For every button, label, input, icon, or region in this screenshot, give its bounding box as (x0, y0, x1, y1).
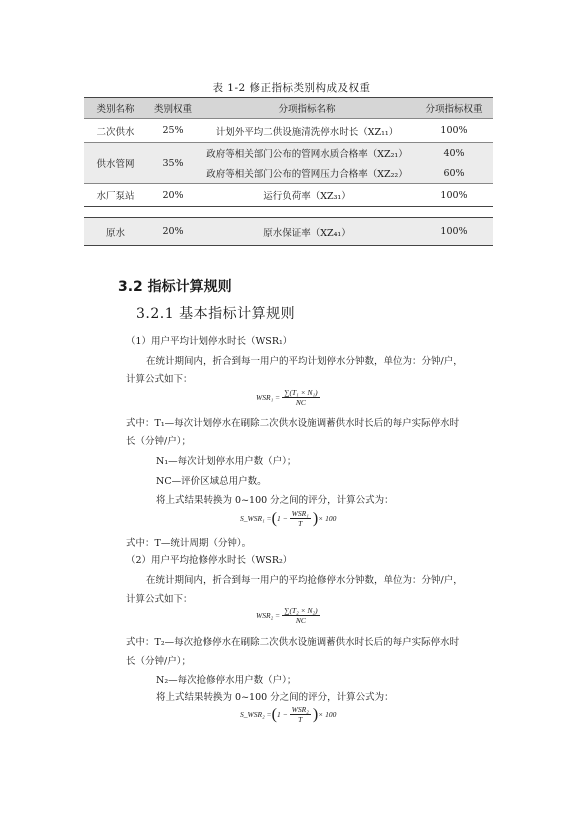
header-category-weight: 类别权重 (147, 98, 199, 119)
paren-close: ) (312, 509, 319, 527)
cell-category-weight: 35% (147, 143, 199, 184)
score-fraction (290, 509, 311, 528)
formula-lhs: WSR₂ = (256, 611, 281, 620)
table-header-row (84, 98, 493, 119)
cell-item-weight: 100% (415, 184, 493, 207)
item2-convert: 将上式结果转换为 0~100 分之间的评分，计算公式为： (156, 692, 394, 703)
item1-formula (256, 388, 322, 407)
item1-def-cont: 长（分钟/户）； (126, 436, 191, 447)
score-denominator: T (298, 519, 303, 528)
header-item-weight: 分项指标权重 (415, 98, 493, 119)
cell-item-weight: 40% (415, 143, 493, 164)
section-title: 3.2 指标计算规则 (118, 279, 232, 295)
item1-heading: （1）用户平均计划停水时长（WSR₁） (126, 336, 293, 347)
item1-def: 式中：T—统计周期（分钟）。 (126, 538, 252, 549)
cell-item: 政府等相关部门公布的管网水质合格率（XZ₂₁） (199, 143, 415, 164)
cell-category: 水厂泵站 (84, 184, 147, 207)
table-row (84, 218, 493, 246)
cell-item: 原水保证率（XZ₄₁） (199, 218, 415, 246)
cell-item: 政府等相关部门公布的管网压力合格率（XZ₂₂） (199, 163, 415, 184)
cell-item: 运行负荷率（XZ₃₁） (199, 184, 415, 207)
score-fraction (290, 705, 311, 724)
item1-para: 在统计期间内，折合到每一用户的平均计划停水分钟数，单位为：分钟/户， (146, 356, 463, 367)
item1-para-cont: 计算公式如下： (126, 374, 193, 385)
subsection-title: 3.2.1 基本指标计算规则 (136, 306, 296, 322)
cell-item-weight: 100% (415, 218, 493, 246)
score-one: 1 − (276, 710, 288, 719)
table-row (84, 143, 493, 164)
item2-para: 在统计期间内，折合到每一用户的平均抢修停水分钟数，单位为：分钟/户， (146, 575, 463, 586)
score-tail: × 100 (318, 710, 337, 719)
item2-score-formula (240, 705, 336, 724)
item2-heading: （2）用户平均抢修停水时长（WSR₂） (126, 555, 293, 566)
cell-category-weight: 20% (147, 218, 199, 246)
paren-open: ( (271, 705, 277, 723)
paren-close: ) (312, 705, 319, 723)
table-row (84, 119, 493, 143)
weight-table (84, 97, 493, 246)
formula-lhs: WSR₁ = (256, 393, 281, 402)
cell-category: 二次供水 (84, 119, 147, 143)
paren-open: ( (271, 509, 277, 527)
item2-def: N₂—每次抢修停水用户数（户）； (156, 675, 297, 686)
table-caption: 表 1-2 修正指标类别构成及权重 (212, 82, 371, 94)
table-row (84, 184, 493, 207)
cell-category: 供水管网 (84, 143, 147, 184)
score-lhs: S_WSR₁ = (240, 514, 272, 523)
formula-denominator: NC (295, 616, 306, 625)
score-lhs: S_WSR₂ = (240, 710, 272, 719)
score-denominator: T (298, 715, 303, 724)
item2-def-cont: 长（分钟/户）； (126, 656, 191, 667)
formula-numerator: ∑(T₁ × N₁) (284, 388, 318, 397)
item1-def: 式中：T₁—每次计划停水在刷除二次供水设施调蓄供水时长后的每户实际停水时 (126, 418, 460, 429)
header-category: 类别名称 (84, 98, 147, 119)
header-item: 分项指标名称 (199, 98, 415, 119)
item1-convert: 将上式结果转换为 0~100 分之间的评分，计算公式为： (156, 495, 394, 506)
cell-category: 原水 (84, 218, 147, 246)
formula-fraction (282, 606, 320, 625)
item2-para-cont: 计算公式如下： (126, 594, 193, 605)
table-gap (84, 207, 493, 218)
cell-category-weight: 20% (147, 184, 199, 207)
cell-item-weight: 100% (415, 119, 493, 143)
item1-score-formula (240, 509, 336, 528)
formula-fraction (282, 388, 320, 407)
score-tail: × 100 (318, 514, 337, 523)
cell-item: 计划外平均二供设施清洗停水时长（XZ₁₁） (199, 119, 415, 143)
cell-category-weight: 25% (147, 119, 199, 143)
item1-def: N₁—每次计划停水用户数（户）； (156, 456, 297, 467)
score-numerator: WSR₂ (291, 705, 309, 714)
cell-item-weight: 60% (415, 163, 493, 184)
score-one: 1 − (276, 514, 288, 523)
item2-def: 式中：T₂—每次抢修停水在刷除二次供水设施调蓄供水时长后的每户实际停水时 (126, 637, 460, 648)
formula-denominator: NC (295, 398, 306, 407)
score-numerator: WSR₁ (291, 509, 309, 518)
formula-numerator: ∑(T₂ × N₂) (284, 606, 318, 615)
item2-formula (256, 606, 322, 625)
item1-def: NC—评价区域总用户数。 (156, 476, 267, 487)
